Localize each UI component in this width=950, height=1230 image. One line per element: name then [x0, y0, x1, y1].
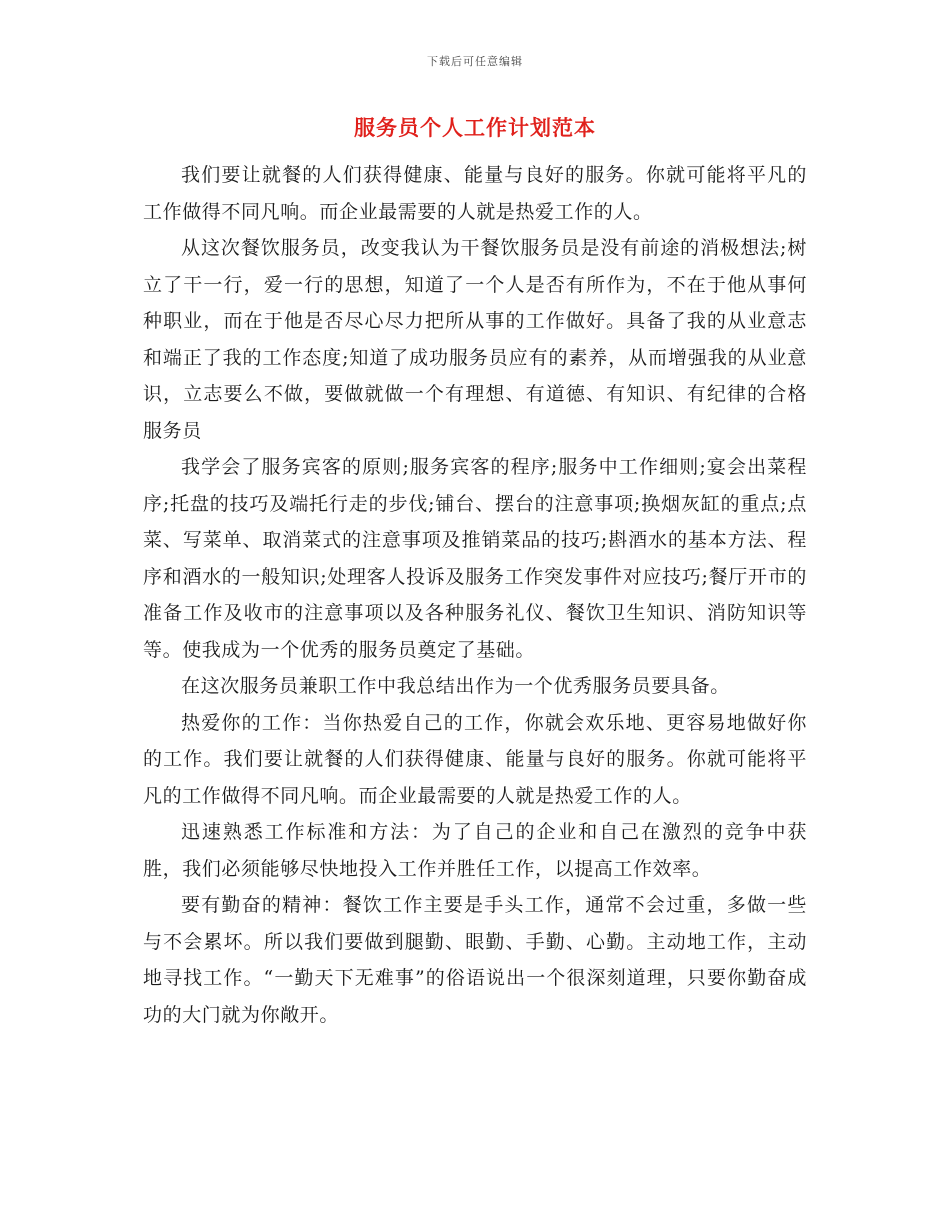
paragraph-4: 在这次服务员兼职工作中我总结出作为一个优秀服务员要具备。 — [181, 675, 730, 697]
paragraph-7: 要有勤奋的精神：餐饮工作主要是手头工作，通常不会过重，多做一些与不会累坏。所以我们要做到腿勤、眼勤、手勤、心勤。主动地工作，主动地寻找工作。“一勤天下无难事”的俗语说出一个很深刻道理，只要你勤奋成功的大门就为你敞开。 — [143, 894, 807, 1026]
paragraph-2: 从这次餐饮服务员，改变我认为干餐饮服务员是没有前途的消极想法;树立了干一行，爱一行的思想，知道了一个人是否有所作为，不在于他从事何种职业，而在于他是否尽心尽力把所从事的工作做好。具备了我的从业意志和端正了我的工作态度;知道了成功服务员应有的素养，从而增强我的从业意识，立志要么不做，要做就做一个有理想、有道德、有知识、有纪律的合格服务员 — [143, 237, 807, 442]
paragraph-3: 我学会了服务宾客的原则;服务宾客的程序;服务中工作细则;宴会出菜程序;托盘的技巧及端托行走的步伐;铺台、摆台的注意事项;换烟灰缸的重点;点菜、写菜单、取消菜式的注意事项及推销菜品的技巧;斟酒水的基本方法、程序和酒水的一般知识;处理客人投诉及服务工作突发事件对应技巧;餐厅开市的准备工作及收市的注意事项以及各种服务礼仪、餐饮卫生知识、消防知识等等。使我成为一个优秀的服务员奠定了基础。 — [143, 456, 807, 661]
document-body — [143, 157, 807, 1033]
document-title: 服务员个人工作计划范本 — [354, 116, 596, 140]
paragraph-1: 我们要让就餐的人们获得健康、能量与良好的服务。你就可能将平凡的工作做得不同凡响。而企业最需要的人就是热爱工作的人。 — [143, 164, 807, 223]
paragraph-6: 迅速熟悉工作标准和方法：为了自己的企业和自己在激烈的竞争中获胜，我们必须能够尽快地投入工作并胜任工作，以提高工作效率。 — [143, 821, 807, 880]
header-note: 下载后可任意编辑 — [427, 55, 523, 68]
paragraph-5: 热爱你的工作：当你热爱自己的工作，你就会欢乐地、更容易地做好你的工作。我们要让就餐的人们获得健康、能量与良好的服务。你就可能将平凡的工作做得不同凡响。而企业最需要的人就是热爱工作的人。 — [143, 711, 807, 807]
